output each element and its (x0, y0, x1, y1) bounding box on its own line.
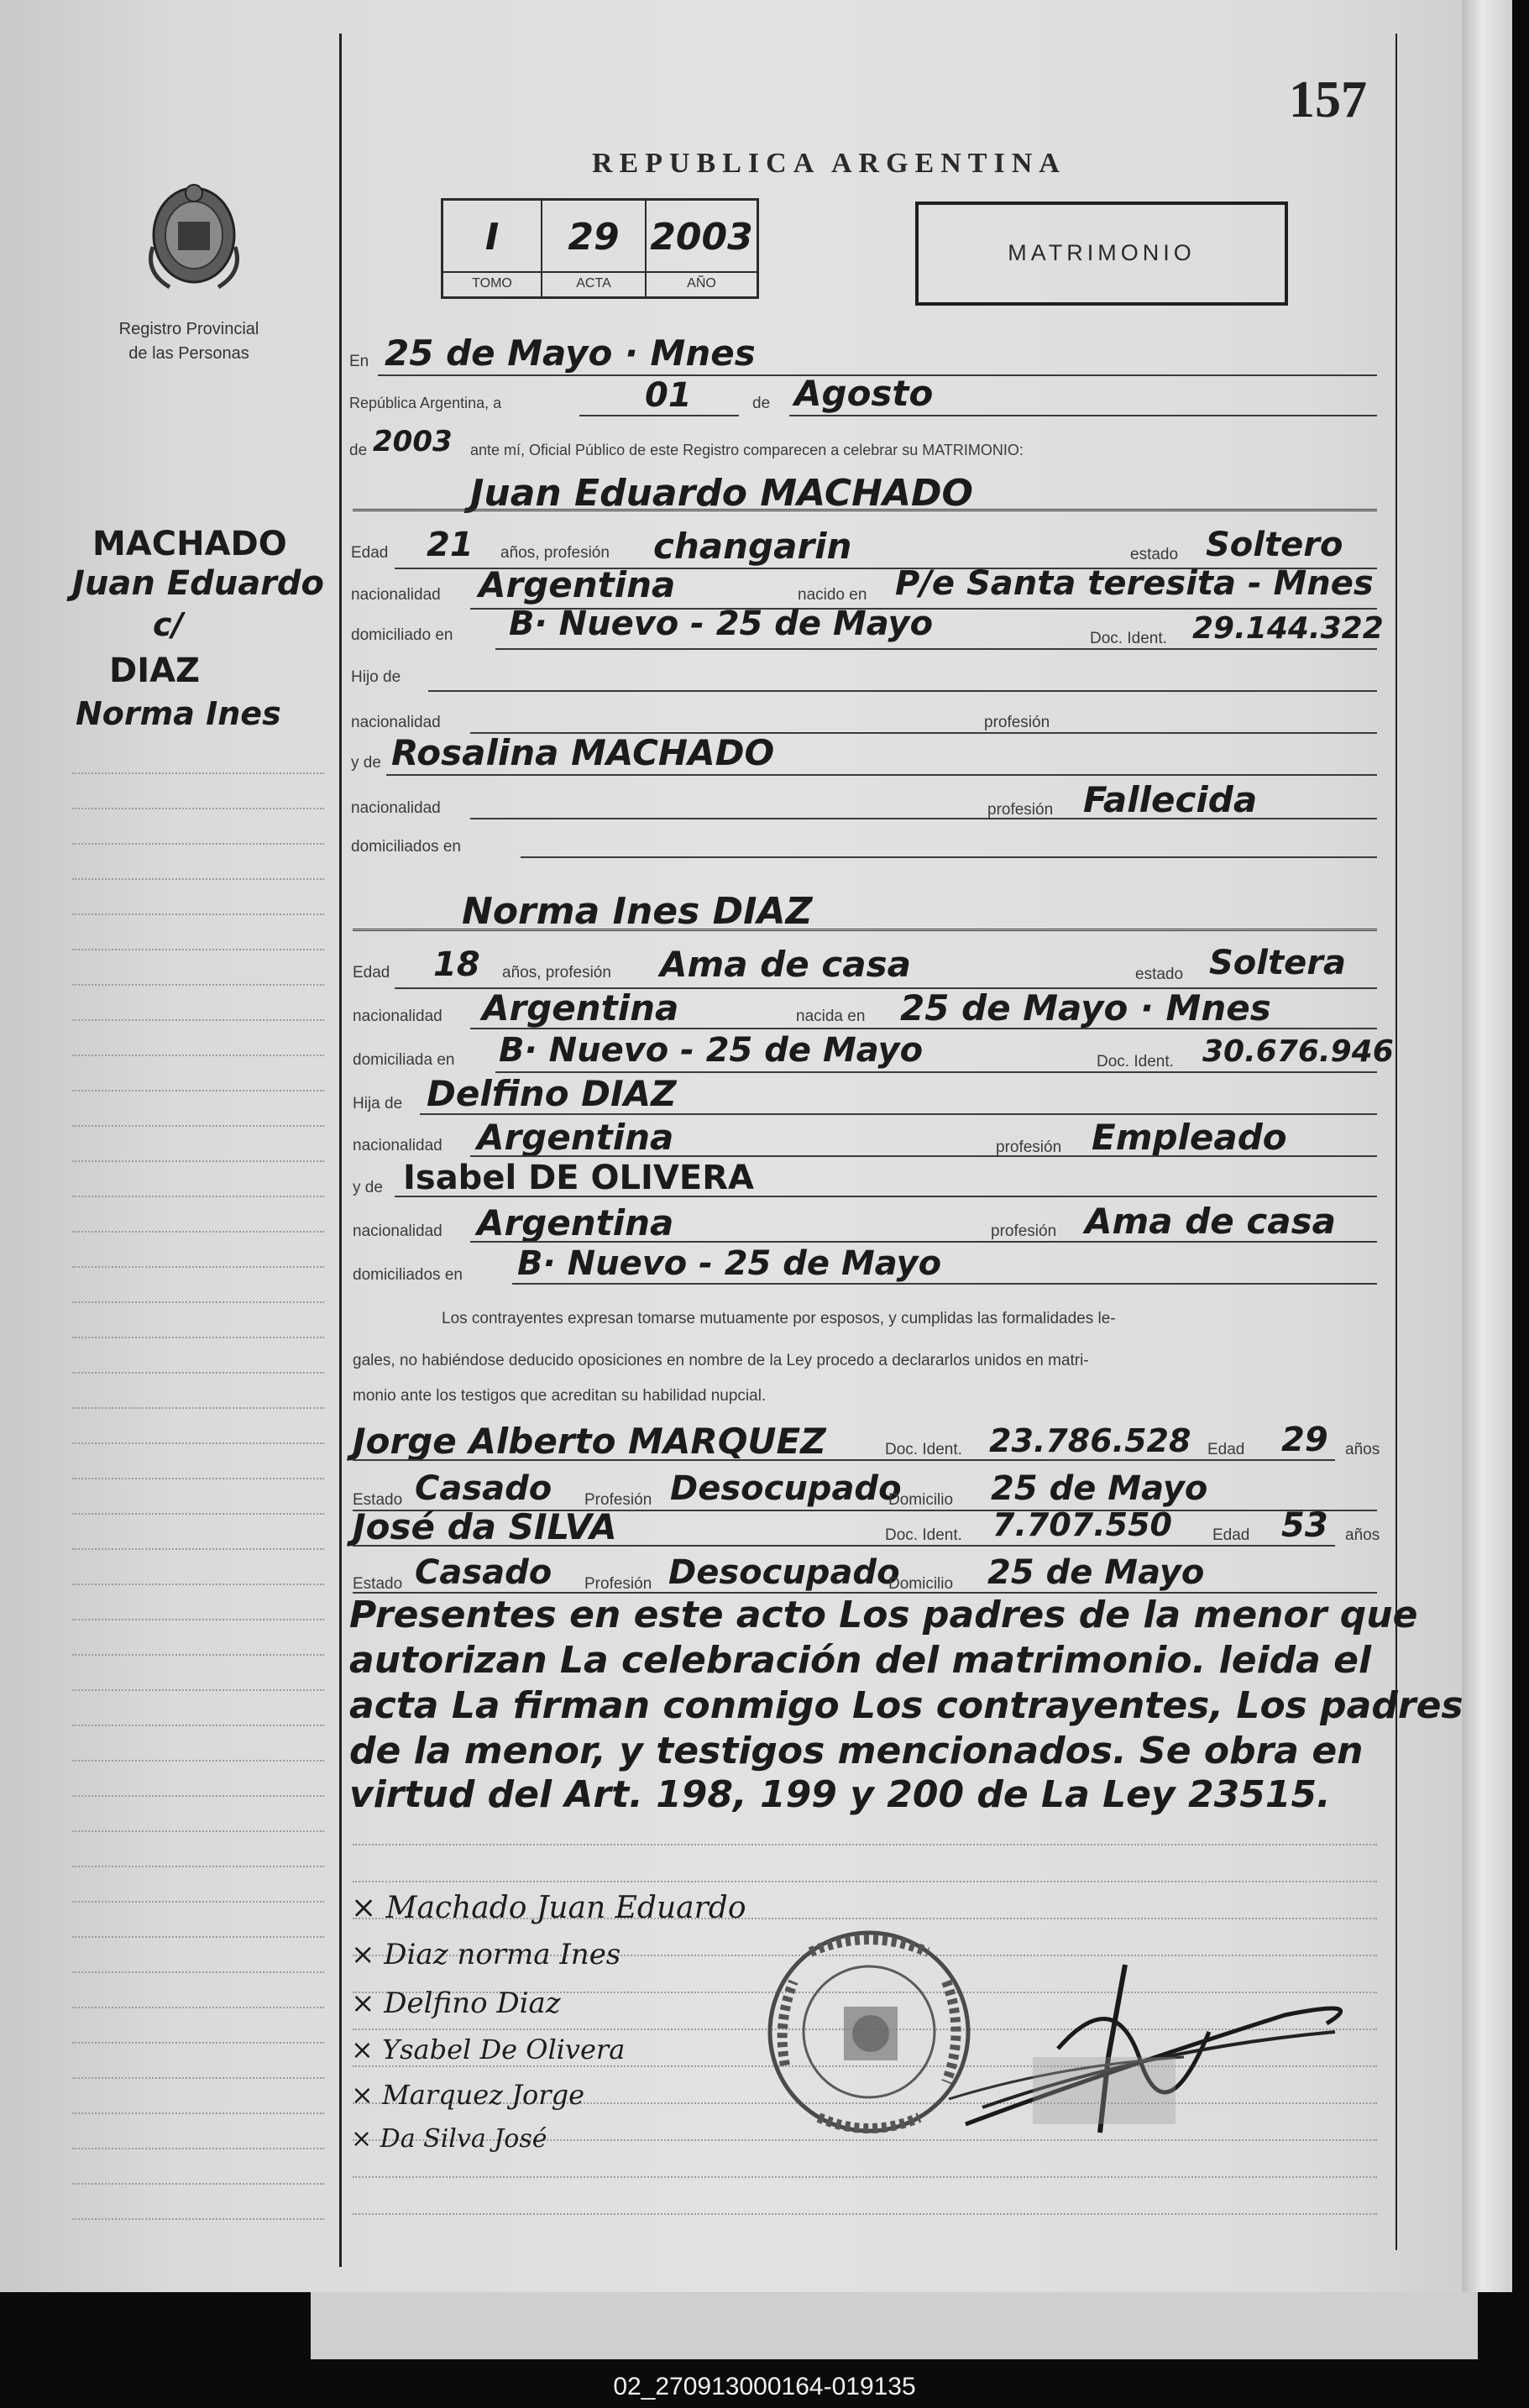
bride-nacida: 25 de Mayo · Mnes (900, 987, 1271, 1029)
groom-domicilio-label: domiciliado en (351, 626, 453, 644)
witness-2-domicilio: 25 de Mayo (987, 1553, 1205, 1592)
witness-2-profesion-label: Profesión (584, 1575, 652, 1593)
groom-line-8 (521, 856, 1377, 858)
bride-name: Norma Ines DIAZ (462, 890, 813, 933)
margin-rule-line (72, 1407, 324, 1409)
margin-rule-line (72, 949, 324, 950)
groom-madre-label: y de (351, 754, 381, 772)
signature-bride-mother: × Ysabel De Olivera (351, 2034, 626, 2065)
margin-rule-line (72, 1019, 324, 1021)
witness-2-profesion: Desocupado (668, 1553, 900, 1592)
record-type: MATRIMONIO (1008, 240, 1196, 265)
groom-line-3 (495, 648, 1377, 650)
margin-rule-line (72, 878, 324, 880)
witness-1-doc: 23.786.528 (989, 1422, 1191, 1459)
volume-table (441, 198, 759, 299)
year-de-label: de (349, 442, 368, 459)
margin-rule-line (72, 1231, 324, 1233)
margin-rule-line (72, 984, 324, 986)
registry-line-1: Registro Provincial (118, 320, 259, 338)
bride-estado: Soltera (1209, 944, 1346, 982)
witness-1-estado: Casado (415, 1469, 552, 1508)
bride-hija-label: Hija de (353, 1095, 403, 1112)
signature-rule-line (353, 1881, 1377, 1882)
left-margin-line (339, 34, 342, 2267)
bride-estado-label: estado (1135, 966, 1184, 983)
groom-domicilio: B· Nuevo - 25 de Mayo (509, 605, 934, 643)
bride-edad: 18 (433, 945, 480, 984)
signature-rule-line (353, 1844, 1377, 1845)
witness-2-domicilio-label: Domicilio (888, 1575, 954, 1593)
observation-line-2: autorizan La celebración del matrimonio. leida el (349, 1639, 1372, 1682)
bride-madre-nac: Argentina (477, 1202, 674, 1243)
witness-1-profesion-label: Profesión (584, 1491, 652, 1509)
bride-profesion: Ama de casa (660, 944, 911, 985)
groom-doc-label: Doc. Ident. (1090, 630, 1167, 647)
margin-rule-line (72, 1548, 324, 1550)
signature-groom: × Machado Juan Eduardo (351, 1891, 746, 1925)
margin-rule-line (72, 1513, 324, 1515)
margin-note-line-3: c/ (153, 606, 184, 643)
day-line (579, 415, 739, 416)
bride-nacionalidad-label: nacionalidad (353, 1008, 442, 1025)
country-title: REPUBLICA ARGENTINA (592, 148, 1066, 179)
image-caption: 02_270913000164-019135 (613, 2373, 916, 2400)
margin-rule-line (72, 1971, 324, 1973)
witness-1-line-1 (353, 1459, 1335, 1461)
groom-nacido-label: nacido en (798, 586, 867, 604)
margin-rule-line (72, 2148, 324, 2149)
witness-1-profesion: Desocupado (670, 1469, 902, 1508)
witness-2-estado-label: Estado (353, 1575, 403, 1593)
bride-padre-prof: Empleado (1092, 1117, 1287, 1158)
margin-rule-line (72, 1090, 324, 1091)
bride-madre-nac-label: nacionalidad (353, 1222, 442, 1240)
margin-rule-line (72, 1619, 324, 1620)
groom-madre-prof-label: profesión (987, 801, 1054, 819)
bride-profesion-label: años, profesión (502, 964, 611, 982)
bride-line-7 (470, 1241, 1377, 1243)
witness-1-doc-label: Doc. Ident. (885, 1441, 962, 1458)
signature-rule-line (353, 2213, 1377, 2215)
margin-rule-line (72, 1760, 324, 1762)
coat-of-arms-icon (144, 180, 243, 294)
record-type-box (915, 202, 1288, 306)
margin-rule-line (72, 1160, 324, 1162)
ano-cell (647, 201, 757, 296)
margin-rule-line (72, 1901, 324, 1903)
margin-rule-line (72, 1337, 324, 1338)
bride-nacida-label: nacida en (796, 1008, 866, 1025)
groom-doc: 29.144.322 (1192, 611, 1384, 646)
groom-line-4 (428, 690, 1377, 692)
registry-name (84, 317, 294, 366)
margin-note-line-5: Norma Ines (76, 695, 281, 732)
margin-rule-line (72, 2077, 324, 2079)
margin-rule-line (72, 1266, 324, 1268)
margin-rule-line (72, 1442, 324, 1444)
margin-rule-line (72, 2042, 324, 2044)
right-margin-line (1395, 34, 1397, 2250)
margin-rule-line (72, 2218, 324, 2220)
witness-2-estado: Casado (415, 1553, 552, 1592)
bride-line-5 (470, 1155, 1377, 1157)
acta-value: 29 (568, 216, 620, 259)
groom-name-line (353, 509, 1377, 515)
groom-edad: 21 (427, 526, 474, 564)
margin-note-line-4: DIAZ (109, 652, 201, 690)
lower-page-strip (311, 2292, 1478, 2359)
bride-madre-prof: Ama de casa (1085, 1201, 1336, 1242)
ano-label: AÑO (647, 271, 757, 291)
observation-line-3: acta La firman conmigo Los contrayentes, Los padres (349, 1684, 1464, 1727)
bride-padre-nac-label: nacionalidad (353, 1137, 442, 1154)
witness-1-edad-label: Edad (1207, 1441, 1245, 1458)
bride-doc-label: Doc. Ident. (1097, 1053, 1174, 1071)
bride-edad-label: Edad (353, 964, 390, 982)
groom-line-7 (470, 818, 1377, 819)
officer-signature (932, 1931, 1402, 2158)
bride-line-4 (420, 1113, 1377, 1115)
groom-madre-prof: Fallecida (1083, 779, 1258, 820)
place-value: 25 de Mayo · Mnes (385, 332, 756, 374)
intro-text: ante mí, Oficial Público de este Registro comparecen a celebrar su MATRIMONIO: (470, 442, 1024, 458)
bride-padres-dom-label: domiciliados en (353, 1266, 463, 1284)
witness-2-doc: 7.707.550 (992, 1506, 1172, 1543)
groom-nacido: P/e Santa teresita - Mnes (895, 564, 1374, 603)
acta-cell (542, 201, 647, 296)
margin-rule-line (72, 2183, 324, 2185)
margin-rule-line (72, 808, 324, 809)
margin-rule-line (72, 1301, 324, 1303)
bride-line-8 (512, 1283, 1377, 1285)
groom-estado-label: estado (1130, 546, 1179, 563)
declaration-line-3: monio ante los testigos que acreditan su habilidad nupcial. (353, 1387, 767, 1405)
declaration-line-1: Los contrayentes expresan tomarse mutuamente por esposos, y cumplidas las formalidades le- (442, 1310, 1116, 1327)
witness-2-doc-label: Doc. Ident. (885, 1526, 962, 1544)
signature-rule-line (353, 2176, 1377, 2178)
margin-rule-line (72, 1689, 324, 1691)
margin-rule-line (72, 2007, 324, 2008)
margin-rule-line (72, 1478, 324, 1479)
witness-1-name: Jorge Alberto MARQUEZ (353, 1421, 826, 1462)
margin-rule-line (72, 1196, 324, 1197)
witness-2-edad-label: Edad (1212, 1526, 1250, 1544)
margin-rule-line (72, 1584, 324, 1585)
month-line (789, 415, 1377, 416)
tomo-label: TOMO (443, 271, 541, 291)
groom-padres-dom-label: domiciliados en (351, 838, 461, 856)
groom-name: Juan Eduardo MACHADO (470, 472, 973, 515)
witness-1-estado-label: Estado (353, 1491, 403, 1509)
month-value: Agosto (794, 373, 934, 414)
bride-padres-dom: B· Nuevo - 25 de Mayo (517, 1244, 942, 1283)
margin-rule-line (72, 1654, 324, 1656)
margin-rule-line (72, 772, 324, 774)
groom-madre-nac-label: nacionalidad (351, 799, 441, 817)
witness-2-line-1 (353, 1545, 1335, 1547)
groom-hijo-label: Hijo de (351, 668, 401, 686)
year-value: 2003 (373, 425, 453, 458)
witness-1-anos-label: años (1345, 1441, 1380, 1458)
margin-note-line-1: MACHADO (92, 525, 287, 563)
witness-2-anos-label: años (1345, 1526, 1380, 1544)
witness-2-name: José da SILVA (353, 1506, 617, 1547)
groom-line-6 (386, 774, 1377, 776)
ano-value: 2003 (650, 216, 753, 259)
bride-madre-prof-label: profesión (991, 1222, 1057, 1240)
witness-2-edad: 53 (1281, 1506, 1328, 1545)
bride-nacionalidad: Argentina (482, 987, 679, 1029)
page-edge (1462, 0, 1512, 2292)
margin-rule-line (72, 1866, 324, 1867)
signature-witness-1: × Marquez Jorge (351, 2079, 584, 2111)
margin-rule-line (72, 913, 324, 915)
bride-domicilio: B· Nuevo - 25 de Mayo (499, 1031, 924, 1070)
bride-padre-nac: Argentina (477, 1117, 674, 1158)
groom-padre-prof-label: profesión (984, 714, 1050, 731)
groom-nacionalidad: Argentina (479, 564, 676, 605)
groom-profesion-label: años, profesión (500, 544, 610, 562)
margin-rule-line (72, 1795, 324, 1797)
groom-madre: Rosalina MACHADO (391, 732, 775, 773)
bride-name-line (353, 929, 1377, 934)
tomo-cell (443, 201, 542, 296)
bride-line-2 (470, 1028, 1377, 1029)
acta-label: ACTA (542, 271, 645, 291)
signature-bride-father: × Delfino Diaz (351, 1987, 561, 2020)
margin-rule-line (72, 1936, 324, 1938)
signature-bride: × Diaz norma Ines (351, 1938, 621, 1971)
margin-rule-line (72, 1055, 324, 1056)
margin-note-line-2: Juan Eduardo (72, 564, 325, 603)
witness-1-edad: 29 (1281, 1421, 1328, 1459)
bride-madre-label: y de (353, 1179, 383, 1196)
registry-line-2: de las Personas (128, 344, 249, 363)
margin-rule-line (72, 2112, 324, 2114)
bride-padre: Delfino DIAZ (427, 1073, 677, 1114)
margin-rule-line (72, 1725, 324, 1726)
groom-padre-nac-label: nacionalidad (351, 714, 441, 731)
signature-witness-2: × Da Silva José (351, 2124, 547, 2154)
groom-nacionalidad-label: nacionalidad (351, 586, 441, 604)
observation-line-5: virtud del Art. 198, 199 y 200 de La Ley 23515. (349, 1773, 1331, 1816)
groom-estado: Soltero (1206, 526, 1343, 564)
margin-rule-line (72, 1125, 324, 1127)
republica-label: República Argentina, a (349, 395, 502, 411)
observation-line-4: de la menor, y testigos mencionados. Se obra en (349, 1730, 1364, 1772)
margin-rule-line (72, 843, 324, 845)
margin-rule-line (72, 1830, 324, 1832)
witness-1-domicilio-label: Domicilio (888, 1491, 954, 1509)
observation-line-1: Presentes en este acto Los padres de la menor que (349, 1594, 1418, 1636)
month-de-label: de (752, 395, 771, 412)
declaration-line-2: gales, no habiéndose deducido oposiciones en nombre de la Ley procedo a declararlos unidos en matri- (353, 1352, 1089, 1369)
bride-doc: 30.676.946 (1202, 1034, 1394, 1069)
day-value: 01 (645, 376, 692, 415)
groom-edad-label: Edad (351, 544, 389, 562)
bride-line-6 (395, 1196, 1377, 1197)
bride-domicilio-label: domiciliada en (353, 1051, 455, 1069)
en-label: En (349, 353, 369, 370)
margin-rule-line (72, 1372, 324, 1374)
tomo-value: I (484, 216, 500, 259)
page-number: 157 (1289, 71, 1367, 128)
bride-padre-prof-label: profesión (996, 1139, 1062, 1156)
bride-madre: Isabel DE OLIVERA (403, 1159, 754, 1197)
witness-1-domicilio: 25 de Mayo (991, 1469, 1208, 1508)
groom-profesion: changarin (653, 526, 852, 567)
